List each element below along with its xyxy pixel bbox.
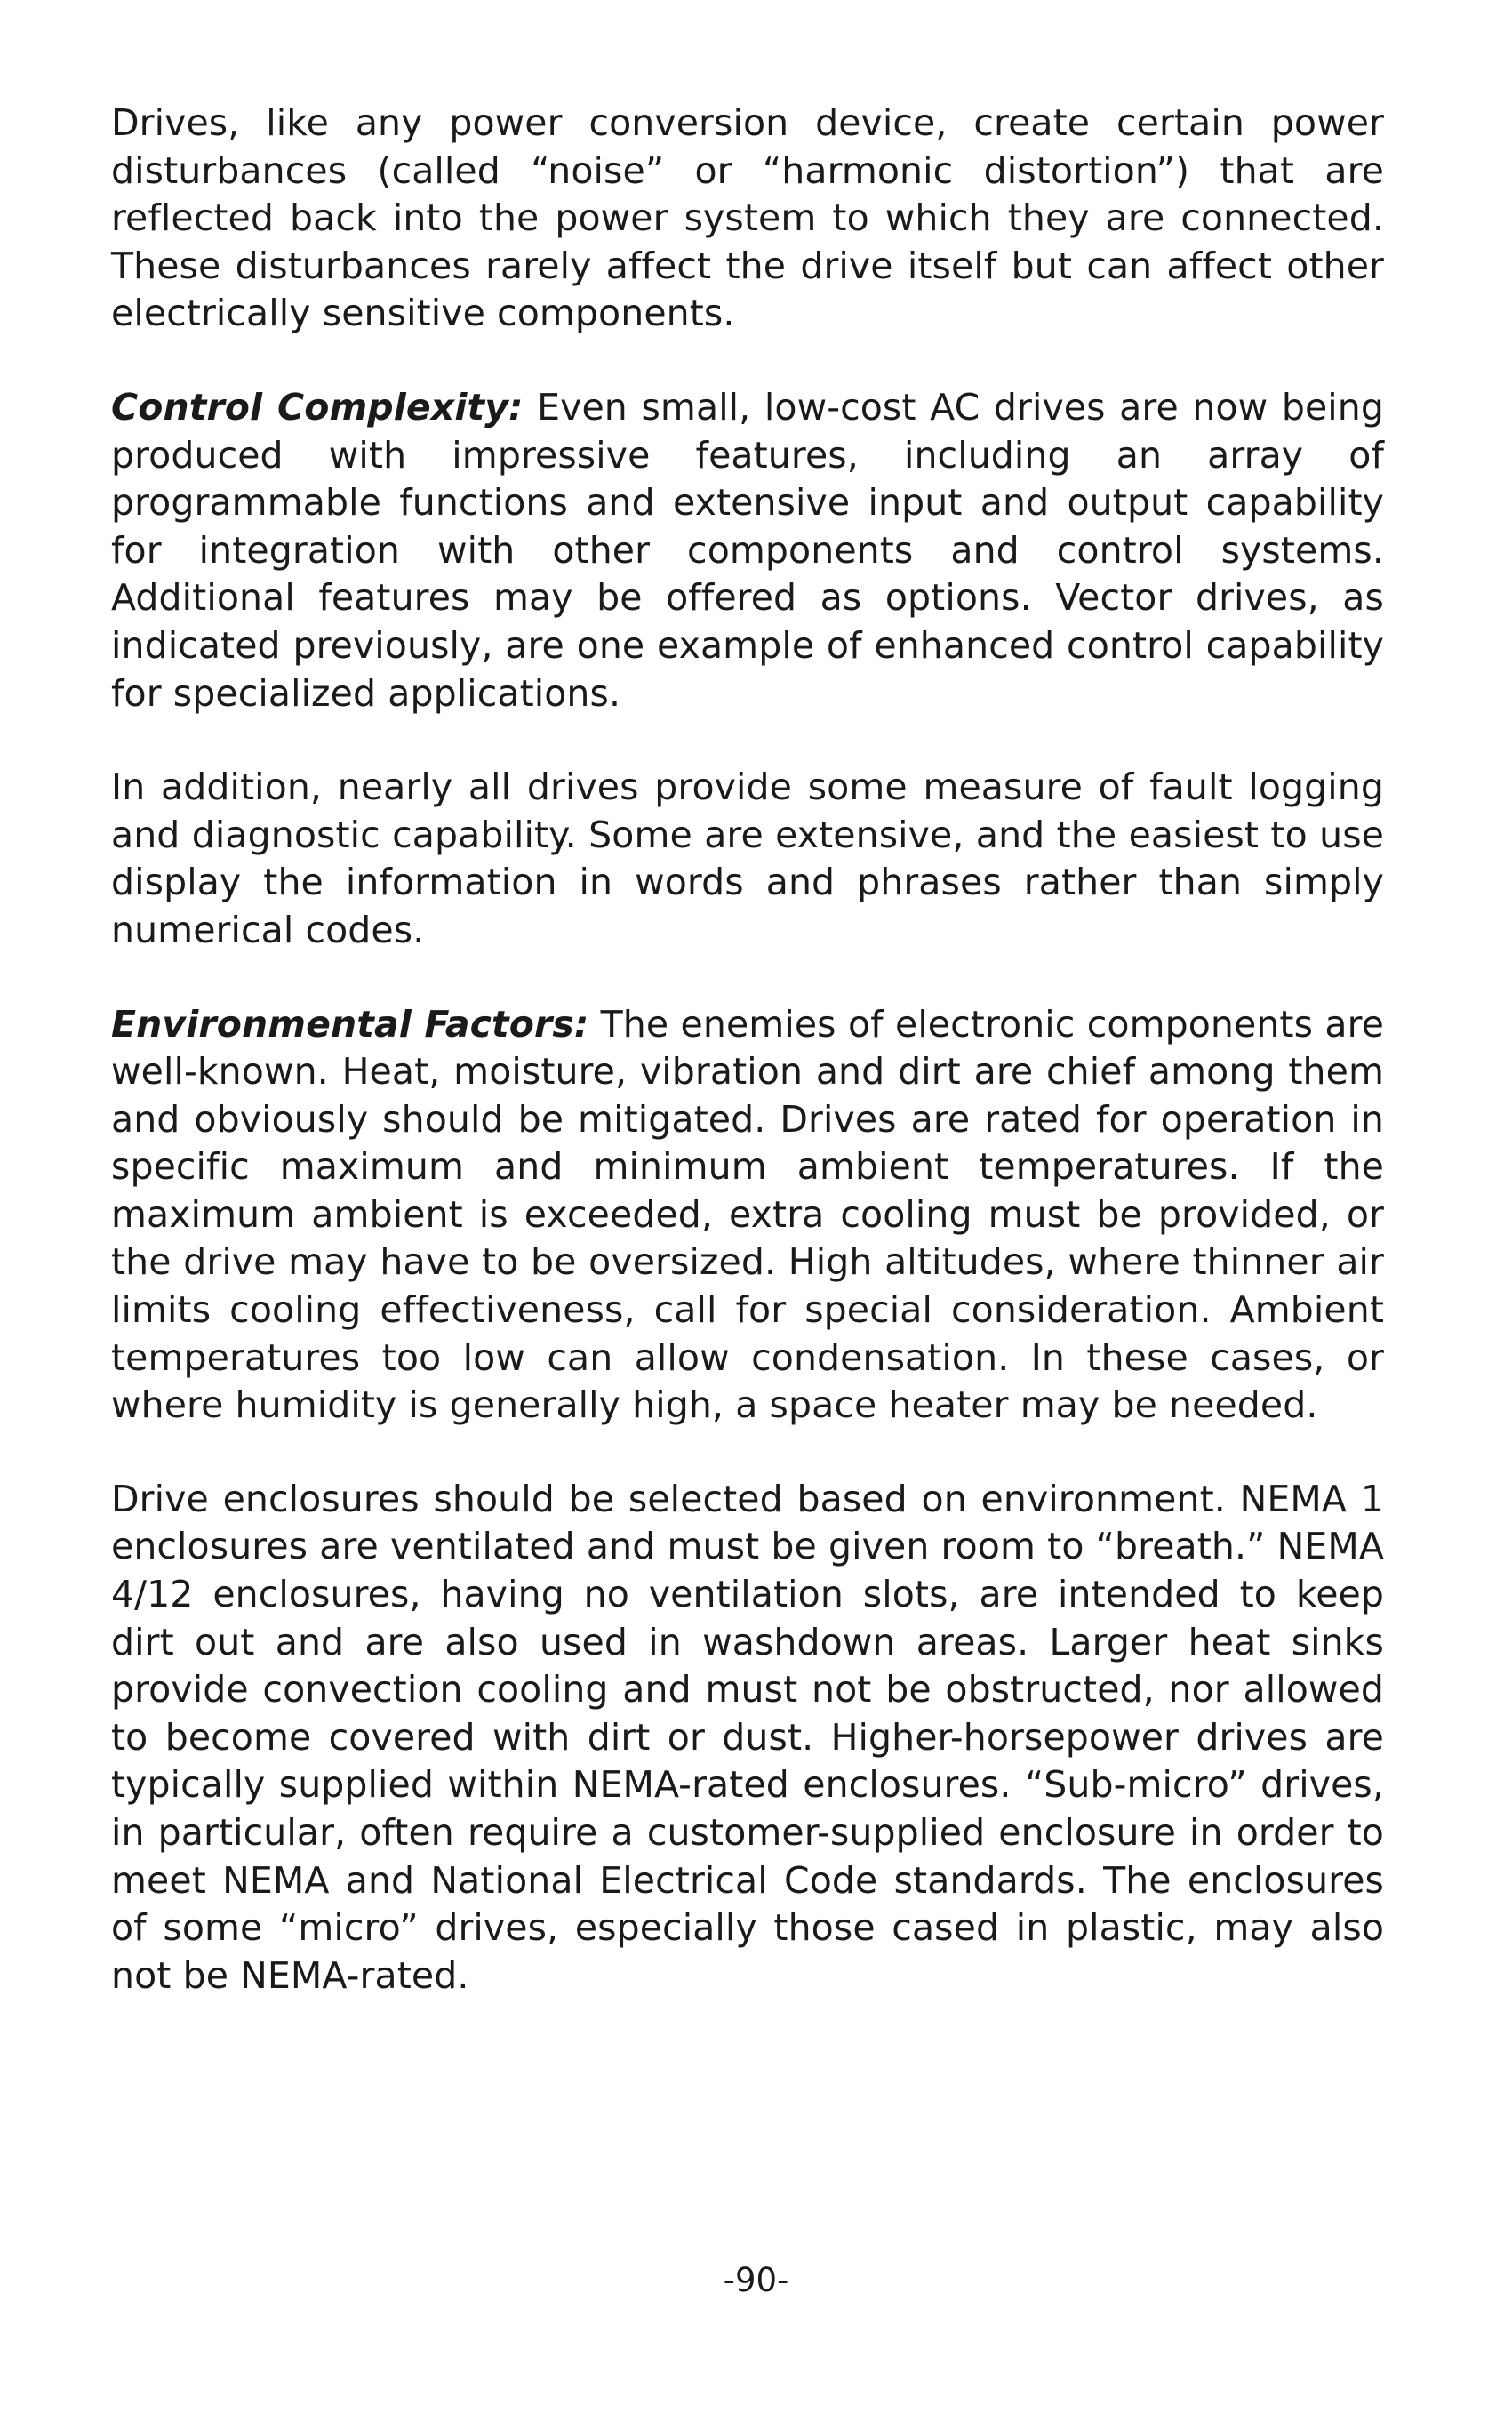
paragraph-text: The enemies of electronic components are well-known. Heat, moisture, vibration and dirt are chief among them and obviously should be mitigated. Drives are rated for operation in specific maximum and minimum ambient temperatures. If the maximum ambient is exceeded, extra cooling must be provided, or the drive may have to be oversized. High altitudes, where thinner air limits cooling effectiveness, call for special consideration. Ambient temperatures too low can allow condensation. In these cases, or where humidity is generally high, a space heater may be needed.: [111, 1002, 1384, 1427]
paragraph-drive-enclosures: [111, 1476, 1384, 2000]
paragraph-power-disturbances: [111, 100, 1384, 338]
paragraph-text: Drives, like any power conversion device, create certain power disturbances (called “noise” or “harmonic distortion”) that are reflected back into the power system to which they are connected. These disturbances rarely affect the drive itself but can affect other electrically sensitive components.: [111, 101, 1384, 335]
page-body: [111, 100, 1384, 2046]
paragraph-text: Even small, low-cost AC drives are now being produced with impressive features, including an array of programmable functions and extensive input and output capability for integration with other components and control systems. Additional features may be offered as options. Vector drives, as indicated previously, are one example of enhanced control capability for specialized applications.: [111, 385, 1384, 715]
paragraph-text: Drive enclosures should be selected based on environment. NEMA 1 enclosures are ventilated and must be given room to “breath.” NEMA 4/12 enclosures, having no ventilation slots, are intended to keep dirt out and are also used in washdown areas. Larger heat sinks provide convection cooling and must not be obstructed, nor allowed to become covered with dirt or dust. Higher-horsepower drives are typically supplied within NEMA-rated enclosures. “Sub-micro” drives, in particular, often require a customer-supplied enclosure in order to meet NEMA and National Electrical Code standards. The enclosures of some “micro” drives, especially those cased in plastic, may also not be NEMA-rated.: [111, 1477, 1384, 1997]
paragraph-lead-heading: Environmental Factors:: [111, 1002, 589, 1046]
paragraph-control-complexity: [111, 384, 1384, 717]
paragraph-fault-logging: [111, 764, 1384, 954]
paragraph-lead-heading: Control Complexity:: [111, 385, 524, 429]
paragraph-environmental-factors: [111, 1001, 1384, 1430]
paragraph-text: In addition, nearly all drives provide some measure of fault logging and diagnostic capability. Some are extensive, and the easiest to use display the information in words and phrases rather than simply numerical codes.: [111, 766, 1384, 951]
page-number: -90-: [723, 2261, 789, 2299]
